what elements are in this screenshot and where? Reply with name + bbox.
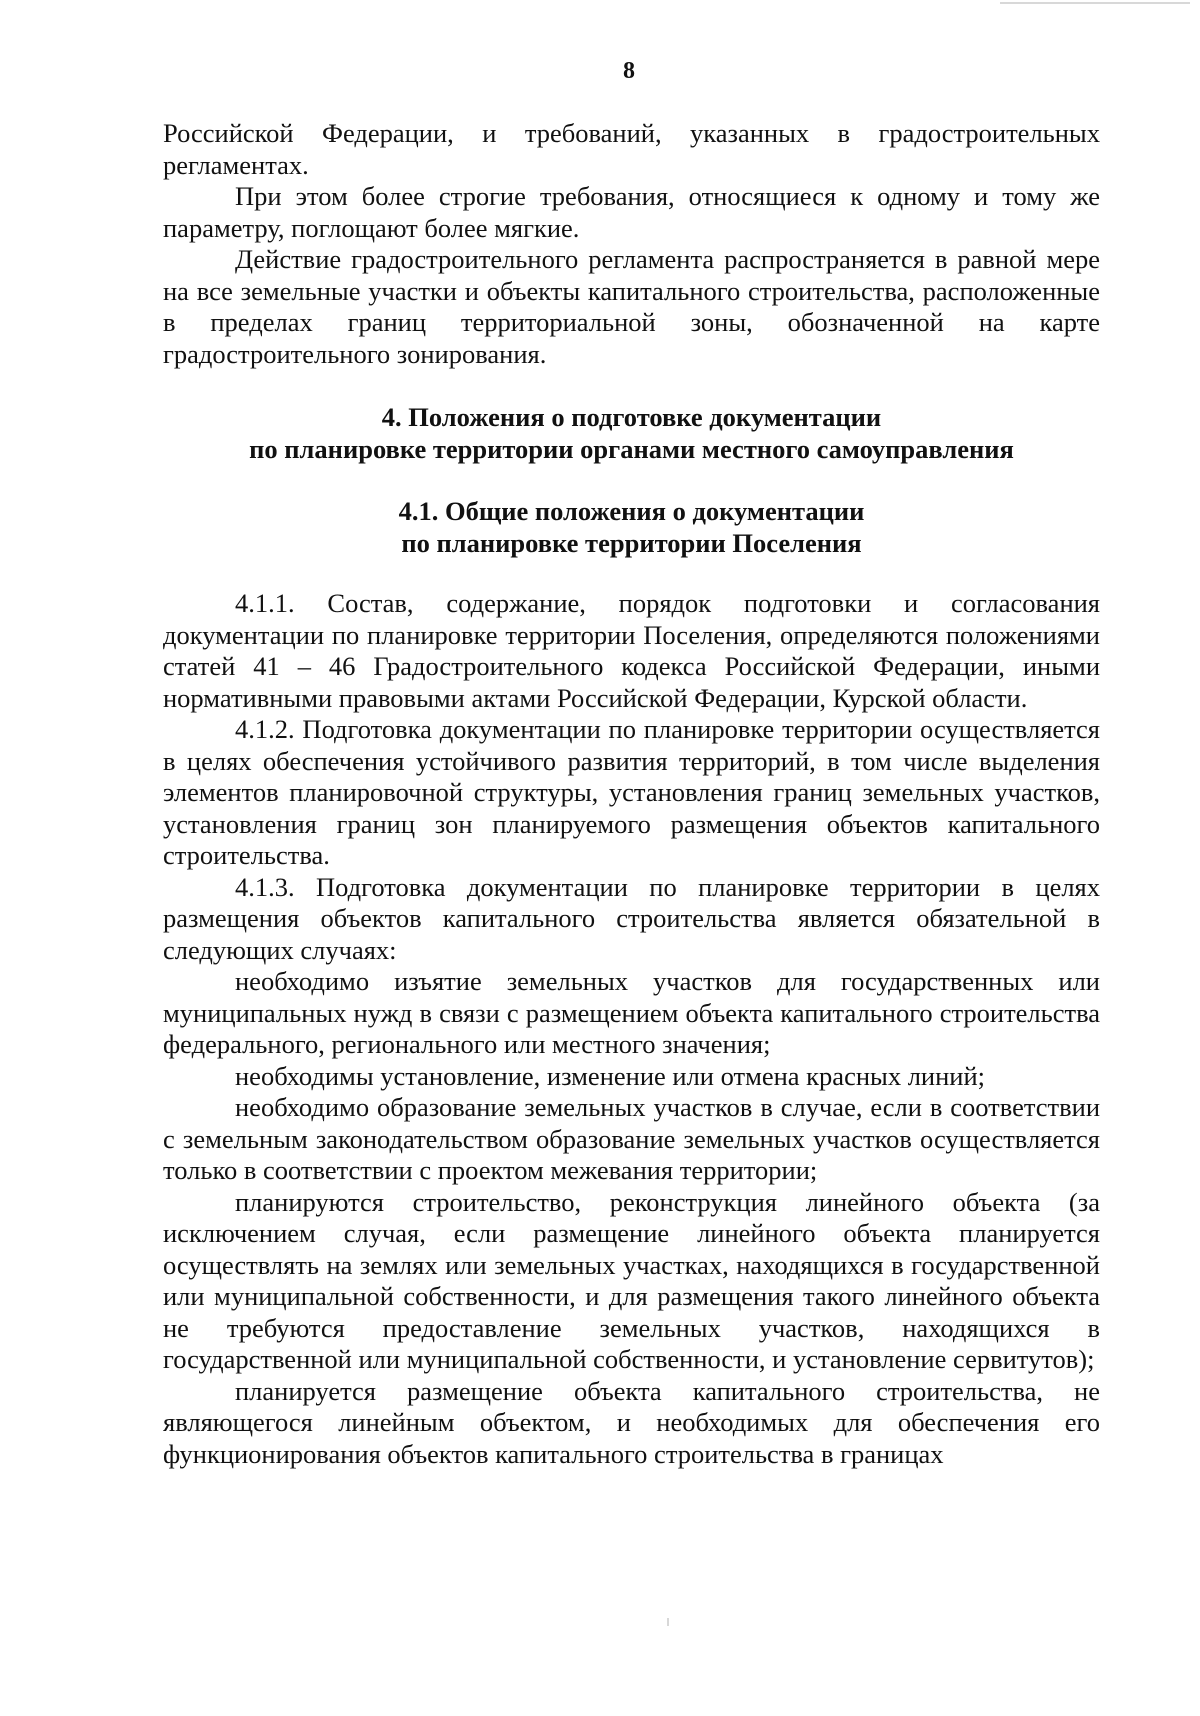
paragraph-continuation: Российской Федерации, и требований, указанных в градостроительных регламентах. — [163, 118, 1100, 180]
clause-4-1-1: 4.1.1. Состав, содержание, порядок подготовки и согласования документации по планировке территории Поселения, определяются положениями статей 41 – 46 Градостроительного кодекса Российской Федерации, иными нормативными правовыми актами Российской Федерации, Курской области. — [163, 588, 1100, 713]
case-item: необходимо образование земельных участков в случае, если в соответствии с земельным законодательством образование земельных участков осуществляется только в соответствии с проектом межевания территории; — [163, 1092, 1100, 1185]
scan-artifact — [1000, 2, 1190, 4]
section-4-heading-line-2: по планировке территории органами местного самоуправления — [249, 434, 1014, 464]
section-4-1-heading — [163, 495, 1100, 559]
clause-4-1-2: 4.1.2. Подготовка документации по планировке территории осуществляется в целях обеспечения устойчивого развития территорий, в том числе выделения элементов планировочной структуры, установления границ земельных участков, установления границ зон планируемого размещения объектов капитального строительства. — [163, 714, 1100, 870]
scan-artifact — [667, 1618, 669, 1626]
section-4-1-heading-line-1: 4.1. Общие положения о документации — [398, 496, 865, 526]
section-4-1-heading-line-2: по планировке территории Поселения — [401, 528, 862, 558]
section-4-heading-line-1: 4. Положения о подготовке документации — [381, 402, 882, 432]
document-body — [163, 118, 1100, 1470]
paragraph-strict-requirements: При этом более строгие требования, относящиеся к одному и тому же параметру, поглощают более мягкие. — [163, 181, 1100, 243]
clause-4-1-3: 4.1.3. Подготовка документации по планировке территории в целях размещения объектов капитального строительства является обязательной в следующих случаях: — [163, 871, 1100, 965]
section-4-heading — [163, 401, 1100, 465]
case-item: планируется размещение объекта капитального строительства, не являющегося линейным объектом, и необходимых для обеспечения его функционирования объектов капитального строительства в границах — [163, 1375, 1100, 1469]
paragraph-regulation-scope: Действие градостроительного регламента распространяется в равной мере на все земельные участки и объекты капитального строительства, расположенные в пределах границ территориальной зоны, обозначенной на карте градостроительного зонирования. — [163, 244, 1100, 369]
case-item: планируются строительство, реконструкция линейного объекта (за исключением случая, если размещение линейного объекта планируется осуществлять на землях или земельных участках, находящихся в государственной или муниципальной собственности, и для размещения такого линейного объекта не требуются предоставление земельных участков, находящихся в государственной или муниципальной собственности, и установление сервитутов); — [163, 1186, 1100, 1374]
case-item: необходимы установление, изменение или отмена красных линий; — [235, 1060, 986, 1091]
page-number: 8 — [623, 58, 635, 84]
case-item: необходимо изъятие земельных участков для государственных или муниципальных нужд в связи с размещением объекта капитального строительства федерального, регионального или местного значения; — [163, 966, 1100, 1059]
